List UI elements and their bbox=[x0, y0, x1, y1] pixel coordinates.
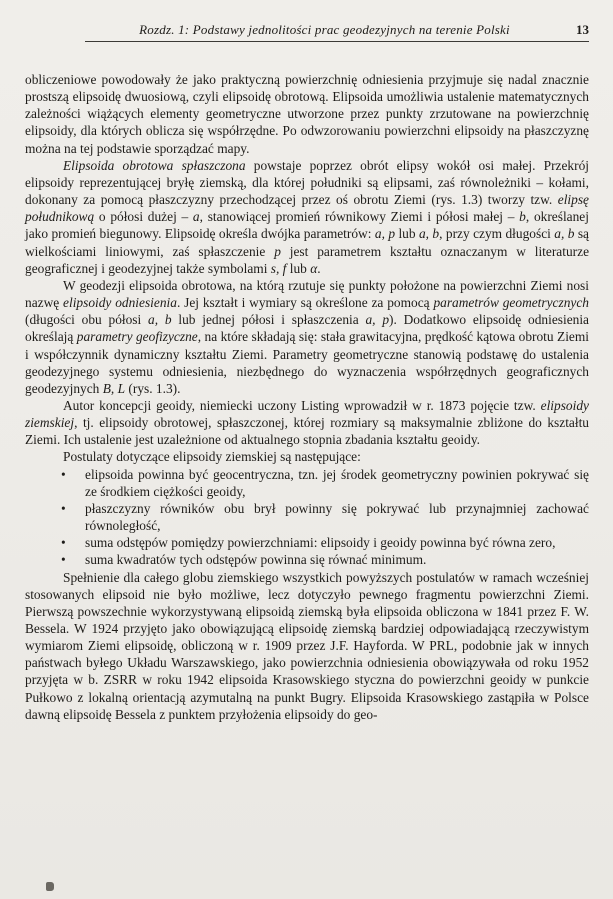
text-run: Autor koncepcji geoidy, niemiecki uczony Listing wprowadził w r. 1873 pojęcie tzw. bbox=[63, 397, 541, 413]
bullet-icon: • bbox=[61, 552, 66, 568]
text-run: elipsoida powinna być geocentryczna, tzn. jej środek geometryczny powinien pokrywać się ze środkiem ciężkości geoidy, bbox=[85, 466, 589, 499]
text-run: (rys. 1.3). bbox=[125, 380, 181, 396]
paragraph bbox=[25, 157, 589, 277]
text-run: , określanej jako promień biegunowy. Elipsoidę określa dwójka parametrów: bbox=[25, 209, 589, 242]
text-run: lub bbox=[286, 260, 311, 276]
text-run: . bbox=[317, 260, 321, 276]
text-run: ). Dodatkowo elipsoidę odniesienia określają bbox=[25, 312, 589, 345]
text-run: . Jej kształt i wymiary są określone za pomocą bbox=[176, 295, 434, 311]
text-run: (długości obu półosi bbox=[25, 312, 149, 328]
text-run-italic: b bbox=[519, 209, 526, 225]
bullet-item bbox=[25, 500, 589, 534]
text-run-italic: a, b bbox=[148, 312, 172, 328]
bullet-icon: • bbox=[61, 466, 66, 482]
text-run-italic: p bbox=[274, 243, 281, 259]
text-run-italic: α bbox=[310, 260, 318, 276]
text-run-italic: B, L bbox=[102, 380, 126, 396]
text-run-italic: s, f bbox=[270, 260, 287, 276]
page-body bbox=[25, 71, 589, 723]
text-run: , stanowiącej promień równikowy Ziemi i półosi małej – bbox=[199, 209, 520, 225]
text-run: , przy czym długości bbox=[439, 226, 555, 242]
text-run: lub bbox=[395, 226, 419, 242]
paragraph bbox=[25, 71, 589, 157]
text-run: suma kwadratów tych odstępów powinna się równać minimum. bbox=[85, 552, 427, 568]
paragraph bbox=[25, 277, 589, 397]
paragraph bbox=[25, 569, 589, 723]
text-run: W geodezji elipsoida obrotowa, na którą rzutuje się punkty położone na powierzchni Ziemi nosi nazwę bbox=[25, 277, 589, 311]
bullet-icon: • bbox=[61, 535, 66, 551]
text-run: jest parametrem kształtu oznaczanym w literaturze geograficznej i geodezyjnej także symbolami bbox=[25, 243, 590, 276]
text-run-italic: a, p bbox=[365, 312, 390, 328]
scan-artifact bbox=[46, 882, 54, 891]
paragraph bbox=[25, 397, 589, 448]
text-run: obliczeniowe powodowały że jako praktyczną powierzchnię odniesienia przyjmuje się nadal znacznie prostszą elipsoidę dwuosiową, czyli elipsoidę obrotową. Elipsoida umożliwia ustalenie matematycznych zależności wiążących elementy geometryczne utworzone przez punkty zrzutowane na powierzchnię elipsoidy, dla których oblicza się współrzędne. Po odwzorowaniu powierzchni elipsoidy na płaszczyznę można na tej podstawie sporządzać mapy. bbox=[25, 72, 589, 156]
text-run: powstaje poprzez obrót elipsy wokół osi małej. Przekrój elipsoidy reprezentującej bryłę ziemską, dla której południki są elipsami, zaś równoleżniki – kołami, dokonany za pomocą płaszczyzny przechodzącej przez oś obrotu Ziemi (rys. 1.3) tworzy tzw. bbox=[25, 157, 589, 208]
text-run: , na które składają się: stała grawitacyjna, prędkość kątowa obrotu Ziemi i współczynnik dynamiczny kształtu Ziemi. Parametry geometryczne stanowią podstawę do ustalenia geodezyjnego systemu odniesienia, niezbędnego do wyznaczenia współrzędnych geograficznych geodezyjnych bbox=[25, 329, 589, 396]
page-header bbox=[85, 22, 589, 38]
text-run-italic: a, p bbox=[374, 226, 396, 242]
text-run-italic: a, b bbox=[554, 226, 575, 242]
bullet-item bbox=[25, 534, 589, 551]
text-run: , tj. elipsoidy obrotowej, spłaszczonej, której rozmiary są maksymalnie zbliżone do kształtu Ziemi. Ich ustalenie jest uzależnione od aktualnego stopnia zbadania kształtu geoidy. bbox=[25, 415, 589, 448]
text-run-italic: elipsę południkową bbox=[25, 192, 589, 225]
bullet-icon: • bbox=[61, 500, 66, 516]
text-run-italic: parametry geofizyczne bbox=[76, 329, 198, 345]
text-run-italic: a bbox=[192, 209, 200, 225]
text-run: są wielkościami liniowymi, zaś spłaszczenie bbox=[25, 226, 590, 259]
text-run: suma odstępów pomiędzy powierzchniami: elipsoidy i geoidy powinna być równa zero, bbox=[85, 535, 556, 551]
chapter-title: Rozdz. 1: Podstawy jednolitości prac geodezyjnych na terenie Polski bbox=[139, 22, 510, 37]
text-run-italic: elipsoidy ziemskiej bbox=[25, 397, 589, 431]
text-run: o półosi dużej – bbox=[94, 209, 193, 225]
text-run: płaszczyzny równików obu brył powinny się pokrywać lub przynajmniej zachować równoległość, bbox=[85, 500, 589, 534]
text-run: lub jednej półosi i spłaszczenia bbox=[171, 312, 366, 328]
text-run-italic: Elipsoida obrotowa spłaszczona bbox=[63, 157, 246, 173]
bullet-item bbox=[25, 551, 589, 568]
text-run: Spełnienie dla całego globu ziemskiego wszystkich powyższych postulatów w ramach wcześniej stosowanych elipsoid nie było możliwe, lecz dotyczyło pewnego fragmentu powierzchni Ziemi. Pierwszą powszechnie wykorzystywaną elipsoidą ziemską była elipsoida obliczona w 1841 przez F. W. Bessela. W 1924 przyjęto jako obowiązującą elipsoidę ziemską bardziej odpowiadającą rzeczywistym wymiarom Ziemi elipsoidę, obliczoną w r. 1909 przez J.F. Hayforda. W PRL, podobnie jak w innych państwach byłego Układu Warszawskiego, jako powierzchnia odniesienia obowiązywała od roku 1952 przyjęta w b. ZSRR w roku 1942 elipsoida Krasowskiego styczna do powierzchni geoidy w punkcie Pułkowo z lokalną orientacją azymutalną na punkt Bugry. Elipsoida Krasowskiego zastąpiła w Polsce dawną elipsoidę Bessela z punktem przyłożenia elipsoidy do geo- bbox=[25, 569, 589, 722]
text-run-italic: parametrów geometrycznych bbox=[433, 295, 589, 311]
header-rule bbox=[85, 41, 589, 42]
text-run: Postulaty dotyczące elipsoidy ziemskiej są następujące: bbox=[63, 449, 361, 465]
page-number: 13 bbox=[576, 22, 589, 37]
paragraph bbox=[25, 448, 589, 465]
text-run-italic: elipsoidy odniesienia bbox=[63, 295, 177, 311]
bullet-item bbox=[25, 466, 589, 500]
text-run-italic: a, b bbox=[418, 226, 440, 242]
